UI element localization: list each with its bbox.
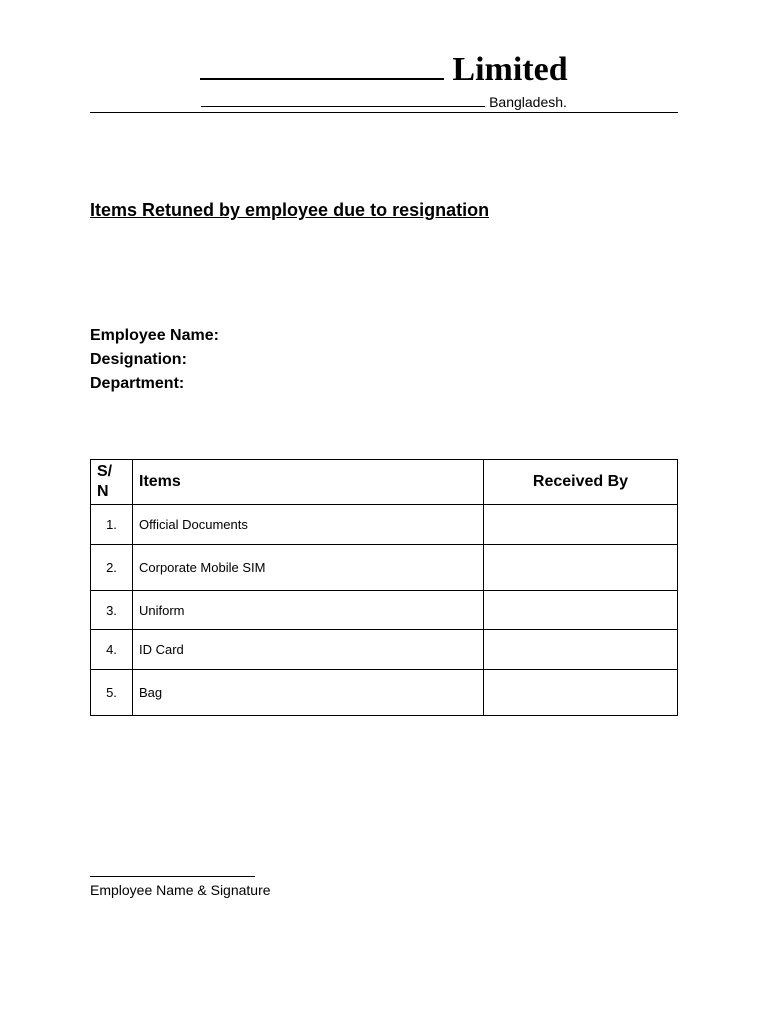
signature-line (90, 876, 255, 877)
received-by-cell (484, 630, 678, 670)
company-name-heading (90, 48, 678, 90)
table-row (91, 545, 678, 591)
header-divider (90, 112, 678, 113)
item-cell: ID Card (133, 630, 484, 670)
received-by-cell (484, 505, 678, 545)
item-cell: Official Documents (133, 505, 484, 545)
sn-cell: 2. (91, 545, 133, 591)
signature-label: Employee Name & Signature (90, 882, 271, 898)
table-row (91, 591, 678, 630)
table-row (91, 630, 678, 670)
employee-fields (90, 324, 219, 396)
address-blank-line (201, 92, 485, 107)
company-suffix: Limited (452, 51, 568, 88)
items-column-header: Items (133, 460, 484, 505)
items-table (90, 459, 678, 716)
table-header-row (91, 460, 678, 505)
department-label: Department: (90, 375, 185, 392)
sn-column-header: S/ N (91, 460, 133, 505)
table-row (91, 670, 678, 716)
sn-cell: 3. (91, 591, 133, 630)
company-address-line (90, 92, 678, 112)
table-row (91, 505, 678, 545)
item-cell: Uniform (133, 591, 484, 630)
sn-cell: 4. (91, 630, 133, 670)
address-suffix: Bangladesh. (489, 94, 567, 110)
received-by-cell (484, 545, 678, 591)
document-title: Items Retuned by employee due to resignation (90, 200, 490, 220)
item-cell: Corporate Mobile SIM (133, 545, 484, 591)
company-name-blank-line (200, 48, 444, 80)
received-by-column-header: Received By (484, 460, 678, 505)
item-cell: Bag (133, 670, 484, 716)
sn-cell: 5. (91, 670, 133, 716)
employee-name-label: Employee Name: (90, 327, 219, 344)
designation-label: Designation: (90, 351, 187, 368)
received-by-cell (484, 591, 678, 630)
received-by-cell (484, 670, 678, 716)
sn-cell: 1. (91, 505, 133, 545)
